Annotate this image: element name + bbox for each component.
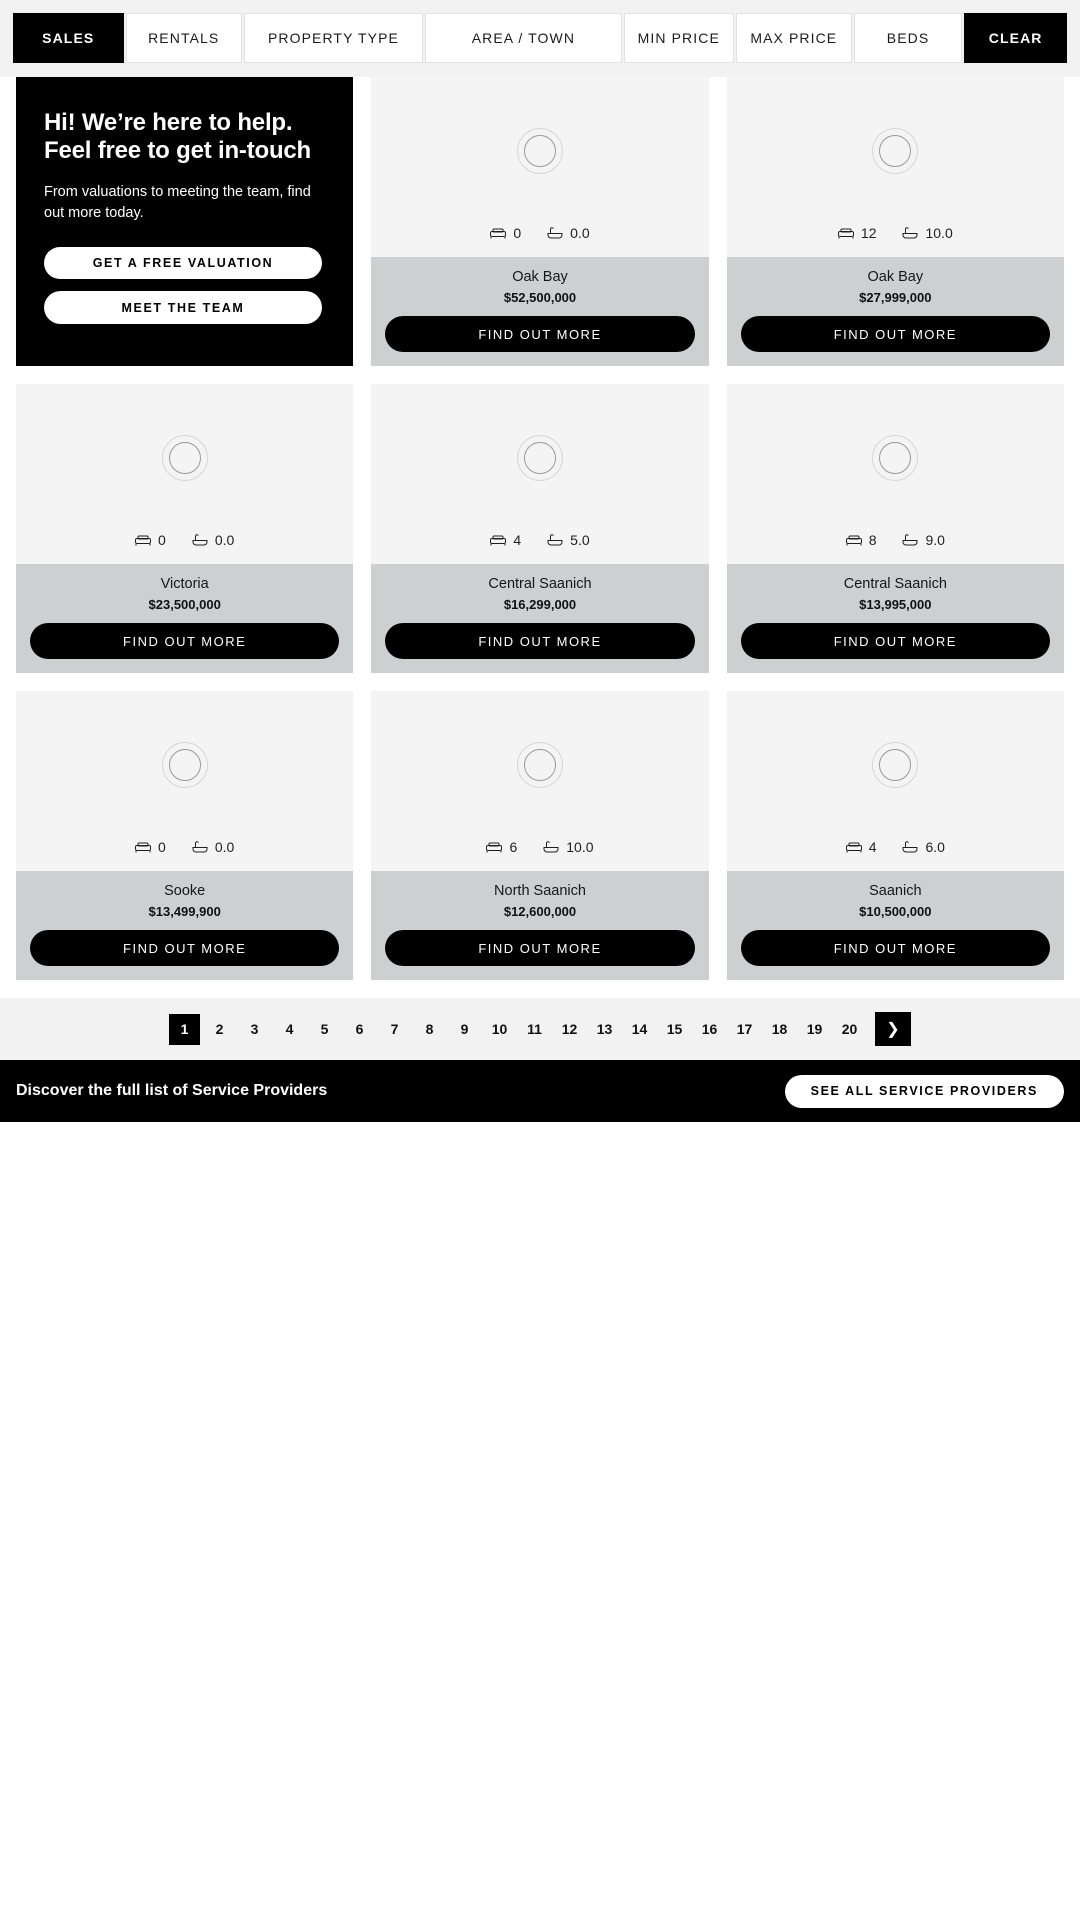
bed-icon bbox=[490, 534, 506, 546]
filter-min-price-label: MIN PRICE bbox=[637, 30, 720, 46]
listing-card[interactable] bbox=[727, 691, 1064, 980]
find-out-more-button[interactable] bbox=[741, 316, 1050, 352]
bath-icon bbox=[902, 841, 918, 853]
listing-card[interactable] bbox=[371, 77, 708, 366]
service-providers-text: Discover the full list of Service Providers bbox=[16, 1082, 328, 1099]
baths-value: 0.0 bbox=[214, 839, 235, 855]
listing-location: Oak Bay bbox=[512, 269, 568, 285]
promo-body: From valuations to meeting the team, find out more today. bbox=[44, 183, 311, 222]
listing-info bbox=[371, 257, 708, 366]
page-6[interactable] bbox=[344, 1014, 375, 1045]
page-12-label: 12 bbox=[561, 1021, 578, 1037]
listing-specs bbox=[371, 532, 708, 564]
find-out-more-button[interactable] bbox=[741, 623, 1050, 659]
listing-specs bbox=[727, 532, 1064, 564]
page-7[interactable] bbox=[379, 1014, 410, 1045]
listing-price: $13,995,000 bbox=[859, 597, 932, 612]
meet-the-team-label: MEET THE TEAM bbox=[121, 300, 245, 315]
page-18[interactable] bbox=[764, 1014, 795, 1045]
page-14-label: 14 bbox=[631, 1021, 648, 1037]
meet-the-team-button[interactable] bbox=[44, 291, 322, 324]
listing-image-placeholder bbox=[727, 691, 1064, 839]
find-out-more-label: FIND OUT MORE bbox=[478, 633, 602, 649]
listing-image-placeholder bbox=[371, 384, 708, 532]
page-1[interactable] bbox=[169, 1014, 200, 1045]
page-19[interactable] bbox=[799, 1014, 830, 1045]
baths-value: 6.0 bbox=[925, 839, 945, 855]
listing-card[interactable] bbox=[16, 691, 353, 980]
listing-price: $23,500,000 bbox=[148, 597, 221, 612]
listing-location: Victoria bbox=[160, 576, 209, 592]
listing-location: Central Saanich bbox=[843, 576, 947, 592]
loading-spinner-icon bbox=[517, 435, 563, 481]
listing-info bbox=[16, 871, 353, 980]
baths-spec bbox=[192, 532, 234, 548]
beds-value: 6 bbox=[509, 839, 518, 855]
baths-value: 10.0 bbox=[566, 839, 594, 855]
see-all-service-providers-label: SEE ALL SERVICE PROVIDERS bbox=[810, 1084, 1038, 1098]
page-17-label: 17 bbox=[736, 1021, 753, 1037]
listing-image-placeholder bbox=[727, 77, 1064, 225]
service-providers-banner bbox=[0, 1060, 1080, 1122]
promo-heading: Hi! We’re here to help. Feel free to get in-touch bbox=[44, 109, 312, 165]
loading-spinner-icon bbox=[872, 435, 918, 481]
find-out-more-button[interactable] bbox=[385, 930, 694, 966]
listing-location: Sooke bbox=[164, 883, 206, 899]
page-15[interactable] bbox=[659, 1014, 690, 1045]
find-out-more-label: FIND OUT MORE bbox=[833, 633, 957, 649]
listings-grid bbox=[0, 77, 1080, 980]
page-9[interactable] bbox=[449, 1014, 480, 1045]
get-free-valuation-label: GET A FREE VALUATION bbox=[92, 255, 274, 270]
baths-spec bbox=[902, 225, 952, 241]
page-16-label: 16 bbox=[701, 1021, 718, 1037]
find-out-more-button[interactable] bbox=[30, 623, 339, 659]
bed-icon bbox=[838, 227, 854, 239]
listing-price: $27,999,000 bbox=[859, 290, 932, 305]
loading-spinner-icon bbox=[517, 128, 563, 174]
baths-spec bbox=[547, 532, 589, 548]
filter-area-town-label: AREA / TOWN bbox=[471, 30, 576, 46]
page-11-label: 11 bbox=[527, 1021, 542, 1037]
loading-spinner-icon bbox=[162, 742, 208, 788]
filter-max-price-label: MAX PRICE bbox=[750, 30, 838, 46]
page-10[interactable] bbox=[484, 1014, 515, 1045]
filter-beds-label: BEDS bbox=[886, 30, 930, 46]
bath-icon bbox=[192, 841, 208, 853]
baths-spec bbox=[902, 532, 944, 548]
listing-price: $12,600,000 bbox=[503, 904, 577, 919]
listing-price: $10,500,000 bbox=[859, 904, 932, 919]
page-10-label: 10 bbox=[491, 1021, 508, 1037]
filter-bar bbox=[0, 0, 1080, 77]
bath-icon bbox=[543, 841, 559, 853]
beds-value: 4 bbox=[513, 532, 522, 548]
page-3-label: 3 bbox=[250, 1021, 259, 1037]
listing-specs bbox=[371, 225, 708, 257]
filter-sales-label: SALES bbox=[42, 30, 95, 46]
baths-value: 0.0 bbox=[214, 532, 235, 548]
listing-specs bbox=[16, 839, 353, 871]
page-5[interactable] bbox=[309, 1014, 340, 1045]
page-13-label: 13 bbox=[596, 1021, 613, 1037]
listing-specs bbox=[727, 225, 1064, 257]
page-16[interactable] bbox=[694, 1014, 725, 1045]
page-17[interactable] bbox=[729, 1014, 760, 1045]
bed-icon bbox=[486, 841, 502, 853]
listing-location: North Saanich bbox=[494, 883, 586, 899]
bath-icon bbox=[902, 534, 918, 546]
page-6-label: 6 bbox=[355, 1021, 364, 1037]
listing-card[interactable] bbox=[727, 384, 1064, 673]
listing-info bbox=[727, 257, 1064, 366]
get-free-valuation-button[interactable] bbox=[44, 247, 322, 280]
baths-value: 9.0 bbox=[925, 532, 945, 548]
find-out-more-label: FIND OUT MORE bbox=[833, 326, 957, 342]
listing-card[interactable] bbox=[727, 77, 1064, 366]
page-3[interactable] bbox=[239, 1014, 270, 1045]
pagination bbox=[0, 998, 1080, 1060]
page-11[interactable] bbox=[519, 1014, 550, 1045]
find-out-more-button[interactable] bbox=[385, 316, 694, 352]
bed-icon bbox=[490, 227, 506, 239]
bed-icon bbox=[135, 841, 151, 853]
listing-location: Central Saanich bbox=[488, 576, 592, 592]
page-4[interactable] bbox=[274, 1014, 305, 1045]
listing-location: Saanich bbox=[869, 883, 922, 899]
page-20-label: 20 bbox=[841, 1021, 858, 1037]
bath-icon bbox=[547, 227, 563, 239]
page-19-label: 19 bbox=[806, 1021, 823, 1037]
baths-spec bbox=[192, 839, 234, 855]
promo-card bbox=[16, 77, 353, 366]
bath-icon bbox=[192, 534, 208, 546]
page-8-label: 8 bbox=[425, 1021, 434, 1037]
find-out-more-label: FIND OUT MORE bbox=[833, 940, 957, 956]
baths-value: 5.0 bbox=[570, 532, 590, 548]
find-out-more-button[interactable] bbox=[30, 930, 339, 966]
listing-location: Oak Bay bbox=[867, 269, 924, 285]
loading-spinner-icon bbox=[872, 128, 918, 174]
beds-value: 0 bbox=[513, 225, 522, 241]
filter-rentals[interactable] bbox=[126, 13, 242, 63]
find-out-more-label: FIND OUT MORE bbox=[478, 326, 602, 342]
baths-value: 0.0 bbox=[570, 225, 590, 241]
filter-min-price[interactable] bbox=[624, 13, 734, 63]
listing-image-placeholder bbox=[727, 384, 1064, 532]
baths-spec bbox=[543, 839, 593, 855]
page-1-label: 1 bbox=[180, 1021, 189, 1037]
beds-spec bbox=[846, 839, 877, 855]
beds-value: 12 bbox=[860, 225, 877, 241]
baths-value: 10.0 bbox=[925, 225, 953, 241]
filter-area-town[interactable] bbox=[425, 13, 622, 63]
bed-icon bbox=[846, 841, 862, 853]
filter-rentals-label: RENTALS bbox=[148, 30, 220, 46]
find-out-more-button[interactable] bbox=[741, 930, 1050, 966]
beds-spec bbox=[135, 839, 166, 855]
bath-icon bbox=[902, 227, 918, 239]
baths-spec bbox=[547, 225, 589, 241]
listing-card[interactable] bbox=[371, 691, 708, 980]
filter-max-price[interactable] bbox=[736, 13, 852, 63]
beds-value: 0 bbox=[158, 839, 166, 855]
filter-property-type-label: PROPERTY TYPE bbox=[267, 30, 399, 46]
next-page-icon[interactable] bbox=[875, 1012, 911, 1046]
beds-spec bbox=[486, 839, 517, 855]
find-out-more-label: FIND OUT MORE bbox=[123, 633, 247, 649]
listing-price: $52,500,000 bbox=[503, 290, 577, 305]
page-12[interactable] bbox=[554, 1014, 585, 1045]
beds-spec bbox=[846, 532, 877, 548]
loading-spinner-icon bbox=[872, 742, 918, 788]
beds-value: 8 bbox=[868, 532, 877, 548]
listing-image-placeholder bbox=[371, 77, 708, 225]
listing-info bbox=[371, 564, 708, 673]
page-13[interactable] bbox=[589, 1014, 620, 1045]
bed-icon bbox=[846, 534, 862, 546]
listing-info bbox=[371, 871, 708, 980]
beds-spec bbox=[490, 225, 521, 241]
listing-card[interactable] bbox=[16, 384, 353, 673]
page-5-label: 5 bbox=[320, 1021, 329, 1037]
loading-spinner-icon bbox=[162, 435, 208, 481]
filter-clear[interactable] bbox=[964, 13, 1067, 63]
listing-card[interactable] bbox=[371, 384, 708, 673]
baths-spec bbox=[902, 839, 944, 855]
page-14[interactable] bbox=[624, 1014, 655, 1045]
filter-property-type[interactable] bbox=[244, 13, 423, 63]
filter-clear-label: CLEAR bbox=[988, 30, 1043, 46]
beds-value: 0 bbox=[158, 532, 166, 548]
page-15-label: 15 bbox=[666, 1021, 683, 1037]
bed-icon bbox=[135, 534, 151, 546]
beds-spec bbox=[838, 225, 877, 241]
listing-specs bbox=[727, 839, 1064, 871]
listing-image-placeholder bbox=[16, 691, 353, 839]
filter-beds[interactable] bbox=[854, 13, 963, 63]
find-out-more-label: FIND OUT MORE bbox=[123, 940, 247, 956]
filter-sales[interactable] bbox=[13, 13, 124, 63]
page-7-label: 7 bbox=[390, 1021, 399, 1037]
bath-icon bbox=[547, 534, 563, 546]
listing-price: $16,299,000 bbox=[503, 597, 577, 612]
listing-specs bbox=[371, 839, 708, 871]
page-4-label: 4 bbox=[285, 1021, 294, 1037]
listing-image-placeholder bbox=[16, 384, 353, 532]
chevron-right-icon: ❯ bbox=[886, 1021, 900, 1038]
listing-info bbox=[727, 871, 1064, 980]
see-all-service-providers-button[interactable] bbox=[785, 1075, 1064, 1108]
listing-price: $13,499,900 bbox=[148, 904, 221, 919]
find-out-more-label: FIND OUT MORE bbox=[478, 940, 602, 956]
beds-spec bbox=[490, 532, 521, 548]
listing-image-placeholder bbox=[371, 691, 708, 839]
page-8[interactable] bbox=[414, 1014, 445, 1045]
page-2[interactable] bbox=[204, 1014, 235, 1045]
listing-info bbox=[727, 564, 1064, 673]
listing-specs bbox=[16, 532, 353, 564]
listing-info bbox=[16, 564, 353, 673]
beds-value: 4 bbox=[868, 839, 877, 855]
beds-spec bbox=[135, 532, 166, 548]
page-20[interactable] bbox=[834, 1014, 865, 1045]
page-18-label: 18 bbox=[771, 1021, 788, 1037]
page-9-label: 9 bbox=[460, 1021, 469, 1037]
loading-spinner-icon bbox=[517, 742, 563, 788]
page-2-label: 2 bbox=[215, 1021, 224, 1037]
find-out-more-button[interactable] bbox=[385, 623, 694, 659]
